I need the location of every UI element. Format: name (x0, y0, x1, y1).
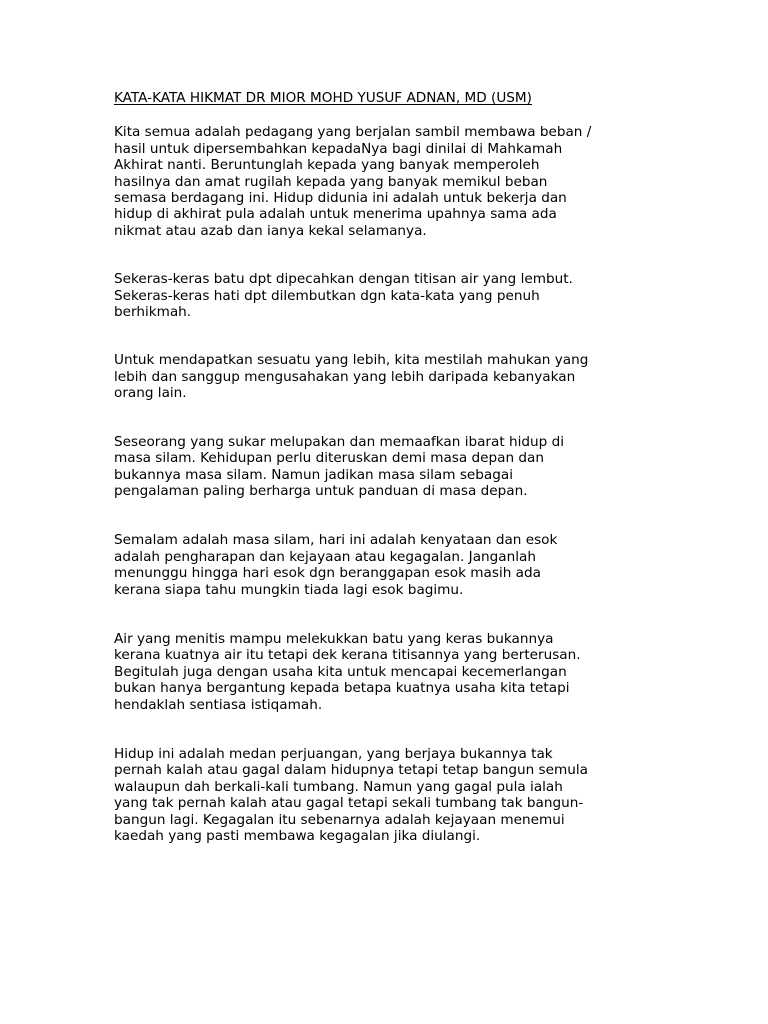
paragraph-line: kerana kuatnya air itu tetapi dek kerana titisannya yang berterusan. (114, 647, 581, 664)
paragraph-line: lebih dan sanggup mengusahakan yang lebih daripada kebanyakan (114, 368, 576, 385)
paragraph-line: hidup di akhirat pula adalah untuk menerima upahnya sama ada (114, 206, 557, 223)
paragraph-line: bangun lagi. Kegagalan itu sebenarnya adalah kejayaan menemui (114, 811, 565, 828)
paragraph-line: Sekeras-keras batu dpt dipecahkan dengan titisan air yang lembut. (114, 271, 573, 288)
paragraph-line: Hidup ini adalah medan perjuangan, yang berjaya bukannya tak (114, 745, 553, 762)
paragraph-line: Akhirat nanti. Beruntunglah kepada yang banyak memperoleh (114, 157, 540, 174)
paragraph-line: nikmat atau azab dan ianya kekal selamanya. (114, 222, 427, 239)
paragraph-line: menunggu hingga hari esok dgn beranggapan esok masih ada (114, 565, 541, 582)
paragraph-line: Begitulah juga dengan usaha kita untuk mencapai kecemerlangan (114, 663, 567, 680)
paragraph-line: orang lain. (114, 385, 187, 402)
paragraph-line: kaedah yang pasti membawa kegagalan jika diulangi. (114, 828, 481, 844)
paragraph-line: pengalaman paling berharga untuk panduan di masa depan. (114, 482, 528, 499)
paragraph-line: masa silam. Kehidupan perlu diteruskan demi masa depan dan (114, 450, 544, 467)
document-title: KATA-KATA HIKMAT DR MIOR MOHD YUSUF ADNAN, MD (USM) (114, 90, 532, 106)
paragraph-line: hasilnya dan amat rugilah kepada yang banyak memikul beban (114, 173, 548, 190)
paragraph-line: Kita semua adalah pedagang yang berjalan sambil membawa beban / (114, 124, 592, 141)
paragraph (114, 434, 674, 500)
paragraph-line: Seseorang yang sukar melupakan dan memaafkan ibarat hidup di (114, 433, 564, 450)
paragraph (114, 746, 674, 844)
paragraph-line: Sekeras-keras hati dpt dilembutkan dgn kata-kata yang penuh (114, 287, 540, 304)
paragraph-line: hasil untuk dipersembahkan kepadaNya bagi dinilai di Mahkamah (114, 140, 563, 157)
paragraph-line: Air yang menitis mampu melekukkan batu yang keras bukannya (114, 630, 554, 647)
paragraph-line: hendaklah sentiasa istiqamah. (114, 696, 323, 713)
paragraph-line: Semalam adalah masa silam, hari ini adalah kenyataan dan esok (114, 532, 558, 549)
document-body (114, 90, 674, 893)
paragraph-line: Untuk mendapatkan sesuatu yang lebih, kita mestilah mahukan yang (114, 352, 589, 369)
paragraph-line: bukannya masa silam. Namun jadikan masa silam sebagai (114, 466, 513, 483)
paragraph-line: adalah pengharapan dan kejayaan atau kegagalan. Janganlah (114, 548, 536, 565)
paragraph-line: yang tak pernah kalah atau gagal tetapi sekali tumbang tak bangun- (114, 795, 584, 812)
paragraph-line: kerana siapa tahu mungkin tiada lagi esok bagimu. (114, 581, 464, 598)
paragraph-list (114, 124, 674, 844)
paragraph-line: bukan hanya bergantung kepada betapa kuatnya usaha kita tetapi (114, 680, 570, 697)
paragraph (114, 352, 674, 401)
paragraph-line: pernah kalah atau gagal dalam hidupnya tetapi tetap bangun semula (114, 762, 588, 779)
paragraph-line: semasa berdagang ini. Hidup didunia ini adalah untuk bekerja dan (114, 190, 567, 207)
paragraph (114, 532, 674, 598)
paragraph-line: walaupun dah berkali-kali tumbang. Namun yang gagal pula ialah (114, 778, 563, 795)
paragraph (114, 631, 674, 713)
paragraph (114, 124, 674, 239)
paragraph-line: berhikmah. (114, 304, 192, 321)
paragraph (114, 271, 674, 320)
